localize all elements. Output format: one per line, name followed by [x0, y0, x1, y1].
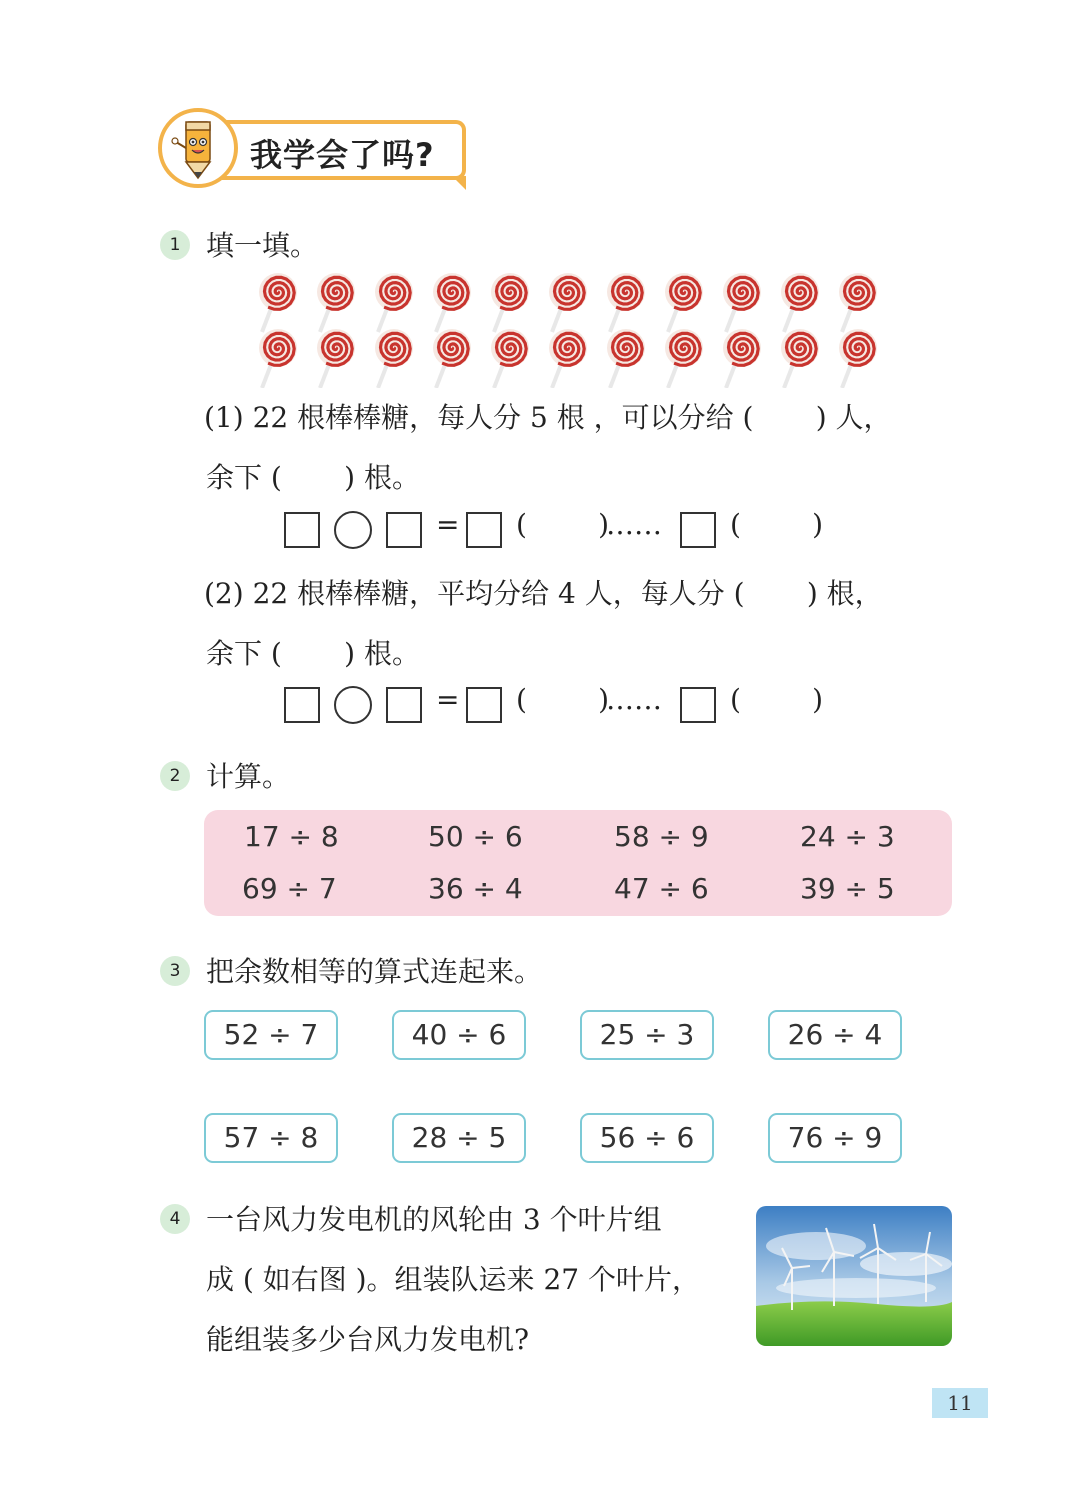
section-header [158, 108, 468, 190]
expression-box[interactable]: 57 ÷ 8 [204, 1113, 338, 1163]
q1-part1-line2: 余下 ( ) 根。 [206, 461, 420, 494]
blank-circle[interactable] [334, 686, 372, 724]
lollipop-icon [491, 273, 529, 332]
blank-square[interactable] [466, 687, 502, 723]
lollipop-icon [665, 273, 703, 332]
lollipop-icon [839, 329, 877, 388]
page-number: 11 [932, 1388, 988, 1418]
lollipop-icon [781, 329, 819, 388]
blank-square[interactable] [386, 512, 422, 548]
unit-paren: ( ) [730, 508, 824, 541]
lollipop-icon [375, 329, 413, 388]
unit-paren: ( ) [516, 508, 610, 541]
calc-item: 58 ÷ 9 [614, 820, 709, 853]
lollipop-icon [433, 329, 471, 388]
calc-item: 50 ÷ 6 [428, 820, 523, 853]
calc-item: 36 ÷ 4 [428, 872, 523, 905]
question-number-1: 1 [160, 230, 190, 260]
blank-square[interactable] [284, 512, 320, 548]
question-1-title: 填一填。 [206, 229, 319, 262]
blank-square[interactable] [466, 512, 502, 548]
lollipop-icon [665, 329, 703, 388]
question-3-title: 把余数相等的算式连起来。 [206, 955, 543, 988]
q1-equation-1 [284, 508, 824, 549]
question-2-title: 计算。 [206, 760, 291, 793]
lollipop-icon [317, 329, 355, 388]
q1-part2-line2: 余下 ( ) 根。 [206, 637, 420, 670]
lollipop-icon [723, 329, 761, 388]
expression-box[interactable]: 28 ÷ 5 [392, 1113, 526, 1163]
remainder-dots: …… [606, 508, 662, 541]
question-number-4: 4 [160, 1204, 190, 1234]
equals-sign: = [436, 508, 460, 541]
unit-paren: ( ) [516, 683, 610, 716]
blank-circle[interactable] [334, 511, 372, 549]
expression-box[interactable]: 25 ÷ 3 [580, 1010, 714, 1060]
question-number-2: 2 [160, 761, 190, 791]
expression-box[interactable]: 40 ÷ 6 [392, 1010, 526, 1060]
header-title: 我学会了吗? [250, 136, 435, 174]
q4-line1: 一台风力发电机的风轮由 3 个叶片组 [206, 1203, 662, 1236]
lollipop-icon [259, 329, 297, 388]
expression-box[interactable]: 56 ÷ 6 [580, 1113, 714, 1163]
q1-equation-2 [284, 683, 824, 724]
expression-box[interactable]: 76 ÷ 9 [768, 1113, 902, 1163]
expression-box[interactable]: 52 ÷ 7 [204, 1010, 338, 1060]
q4-line2: 成 ( 如右图 )。组装队运来 27 个叶片， [206, 1263, 700, 1296]
calc-item: 39 ÷ 5 [800, 872, 895, 905]
lollipop-icon [839, 273, 877, 332]
calc-item: 17 ÷ 8 [244, 820, 339, 853]
blank-square[interactable] [284, 687, 320, 723]
lollipop-icon [375, 273, 413, 332]
lollipop-icon [433, 273, 471, 332]
lollipop-icon [549, 273, 587, 332]
lollipop-icon [549, 329, 587, 388]
lollipop-icon [607, 329, 645, 388]
lollipop-icon [491, 329, 529, 388]
expression-box[interactable]: 26 ÷ 4 [768, 1010, 902, 1060]
lollipop-icon [317, 273, 355, 332]
remainder-dots: …… [606, 683, 662, 716]
calc-item: 24 ÷ 3 [800, 820, 895, 853]
calc-item: 47 ÷ 6 [614, 872, 709, 905]
q1-part2-line1: (2) 22 根棒棒糖，平均分给 4 人，每人分 ( ) 根， [204, 577, 883, 610]
question-number-3: 3 [160, 956, 190, 986]
wind-turbine-photo [756, 1206, 952, 1346]
blank-square[interactable] [680, 687, 716, 723]
lollipop-icon [259, 273, 297, 332]
blank-square[interactable] [386, 687, 422, 723]
unit-paren: ( ) [730, 683, 824, 716]
equals-sign: = [436, 683, 460, 716]
lollipop-icon [723, 273, 761, 332]
pencil-mascot-icon [158, 108, 238, 188]
calculation-panel [204, 810, 952, 916]
q1-part1-line1: (1) 22 根棒棒糖，每人分 5 根 ，可以分给 ( ) 人， [204, 401, 892, 434]
q4-line3: 能组装多少台风力发电机? [206, 1323, 530, 1356]
lollipop-grid [250, 272, 890, 388]
calc-item: 69 ÷ 7 [242, 872, 337, 905]
lollipop-icon [607, 273, 645, 332]
lollipop-icon [781, 273, 819, 332]
blank-square[interactable] [680, 512, 716, 548]
